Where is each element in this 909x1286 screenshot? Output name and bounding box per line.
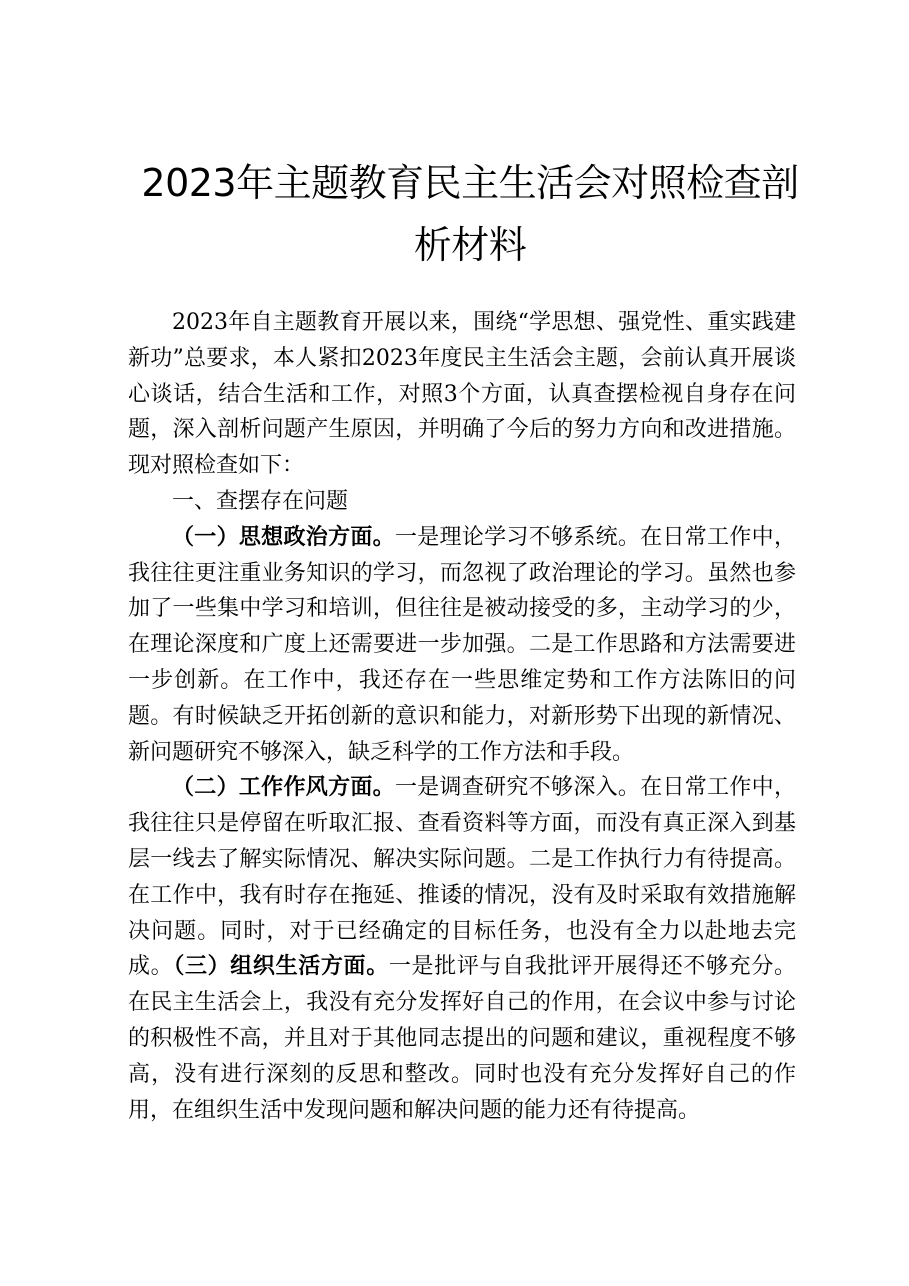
subheading-work-style: （二）工作作风方面。 [172, 774, 395, 801]
document-title: 2023年主题教育民主生活会对照检查剖析材料 [141, 161, 799, 267]
subheading-ideology: （一）思想政治方面。 [172, 523, 395, 550]
paragraph-work-style-text: 一是调查研究不够深入。在日常工作中，我往往只是停留在听取汇报、查看资料等方面，而没有真正深入到基层一线去了解实际情况、解决实际问题。二是工作执行力有待提高。在工作中，我有时存在拖延、推诿的情况，没有及时采取有效措施解决问题。同时，对于已经确定的目标任务，也没有全力以赴地去完成。 [128, 775, 796, 980]
subheading-organization: （三）组织生活方面。 [173, 953, 389, 980]
paragraph-ideology [128, 520, 796, 771]
paragraph-work-style [128, 770, 796, 1128]
section-heading-1: 一、查摆存在问题 [172, 488, 349, 514]
paragraph-organization-text: 一是批评与自我批评开展得还不够充分。在民主生活会上，我没有充分发挥好自己的作用，在会议中参与讨论的积极性不高，并且对于其他同志提出的问题和建议，重视程度不够高，没有进行深刻的反思和整改。同时也没有充分发挥好自己的作用，在组织生活中发现问题和解决问题的能力还有待提高。 [128, 954, 796, 1123]
paragraph-ideology-text: 一是理论学习不够系统。在日常工作中，我往往更注重业务知识的学习，而忽视了政治理论的学习。虽然也参加了一些集中学习和培训，但往往是被动接受的多，主动学习的少，在理论深度和广度上还需要进一步加强。二是工作思路和方法需要进一步创新。在工作中，我还存在一些思维定势和工作方法陈旧的问题。有时候缺乏开拓创新的意识和能力，对新形势下出现的新情况、新问题研究不够深入，缺乏科学的工作方法和手段。 [128, 524, 796, 765]
intro-paragraph: 2023年自主题教育开展以来，围绕“学思想、强党性、重实践建新功”总要求，本人紧扣2023年度民主生活会主题，会前认真开展谈心谈话，结合生活和工作，对照3个方面，认真查摆检视自身存在问题，深入剖析问题产生原因，并明确了今后的努力方向和改进措施。现对照检查如下： [128, 310, 796, 479]
document-body [128, 305, 796, 1128]
